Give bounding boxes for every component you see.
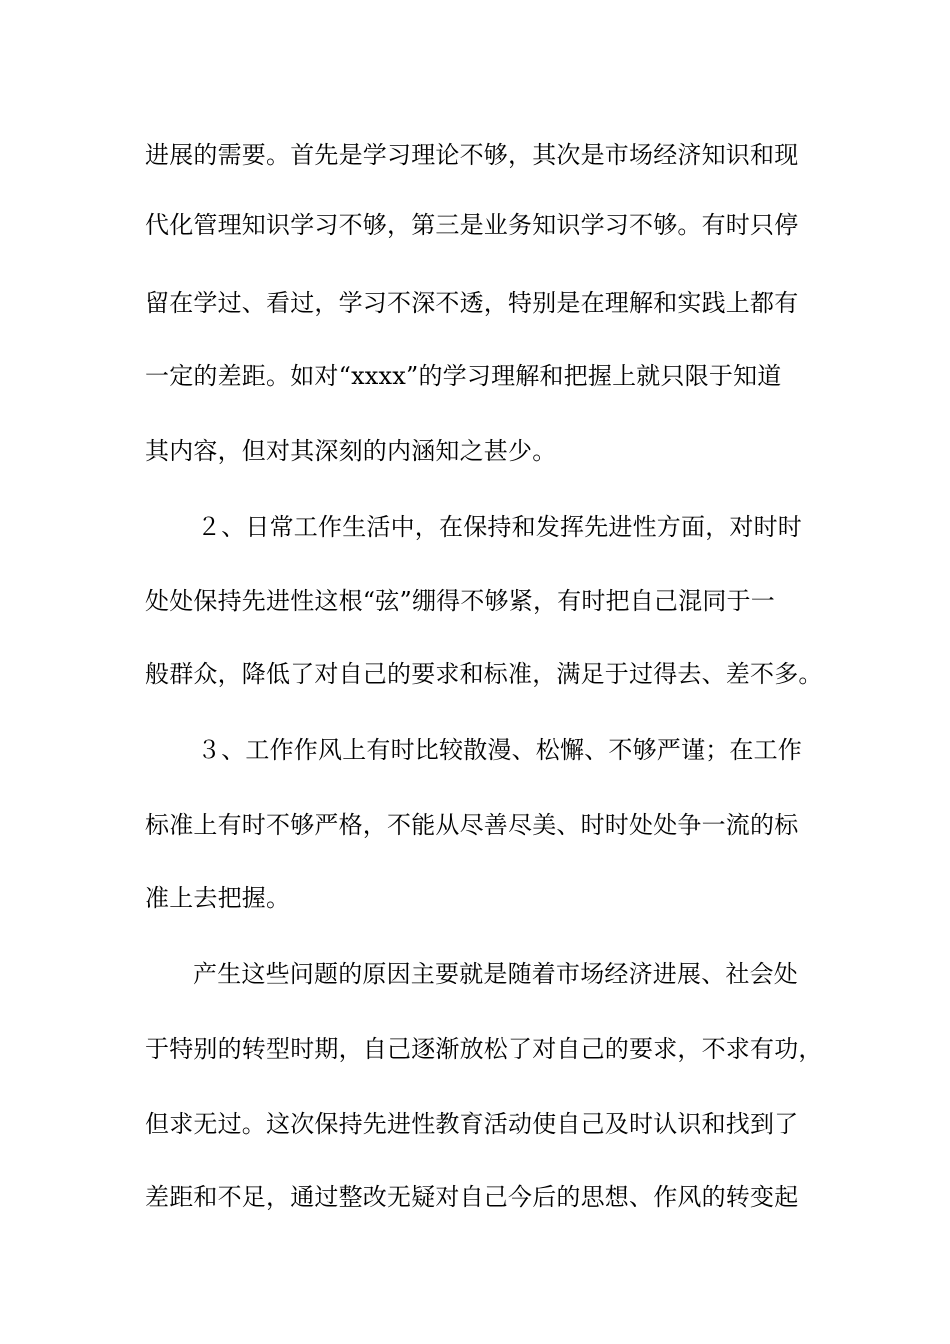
text-line: 于特别的转型时期，自己逐渐放松了对自己的要求，不求有功，	[145, 1035, 823, 1063]
text-line: 准上去把握。	[145, 884, 291, 912]
text-line: ３、工作作风上有时比较散漫、松懈、不够严谨；在工作	[197, 736, 802, 764]
text-line: 其内容，但对其深刻的内涵知之甚少。	[145, 437, 557, 465]
text-line: 处处保持先进性这根“弦”绷得不够紧，有时把自己混同于一	[145, 587, 775, 615]
text-line: 代化管理知识学习不够，第三是业务知识学习不够。有时只停	[145, 211, 799, 239]
text-line: 般群众，降低了对自己的要求和标准，满足于过得去、差不多。	[145, 660, 823, 688]
text-line: ２、日常工作生活中，在保持和发挥先进性方面，对时时	[197, 513, 802, 541]
text-line: 但求无过。这次保持先进性教育活动使自己及时认识和找到了	[145, 1110, 799, 1138]
text-line: 进展的需要。首先是学习理论不够，其次是市场经济知识和现	[145, 141, 799, 169]
text-line: 留在学过、看过，学习不深不透，特别是在理解和实践上都有	[145, 289, 799, 317]
text-line: 产生这些问题的原因主要就是随着市场经济进展、社会处	[193, 960, 798, 988]
text-line: 差距和不足，通过整改无疑对自己今后的思想、作风的转变起	[145, 1183, 799, 1211]
text-line: 标准上有时不够严格，不能从尽善尽美、时时处处争一流的标	[145, 811, 799, 839]
text-line: 一定的差距。如对“xxxx”的学习理解和把握上就只限于知道	[145, 362, 782, 390]
